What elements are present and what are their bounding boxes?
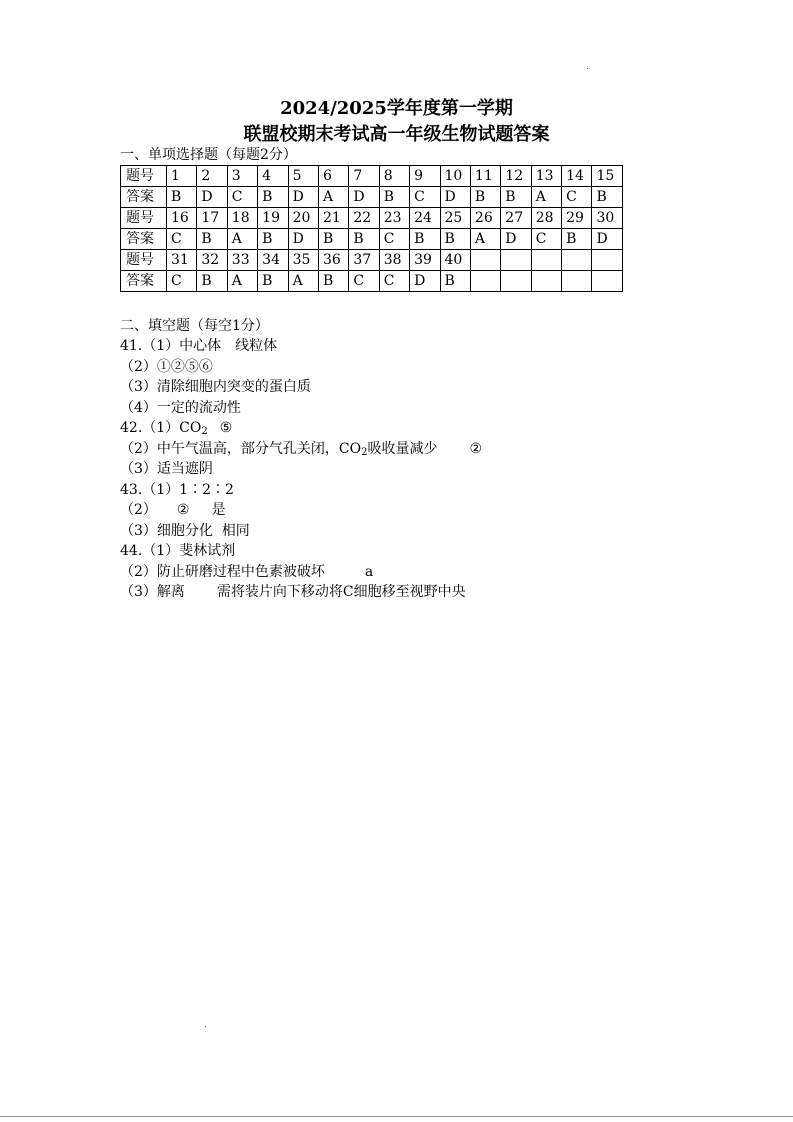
table-cell: C xyxy=(410,187,440,208)
table-cell: 17 xyxy=(197,208,227,229)
table-cell: B xyxy=(197,271,227,292)
table-cell: 11 xyxy=(470,166,500,187)
row-label: 题号 xyxy=(121,166,167,187)
table-cell: 39 xyxy=(410,250,440,271)
table-cell: 8 xyxy=(379,166,409,187)
q43-l2-answer: 是 xyxy=(211,502,226,518)
table-cell: D xyxy=(349,187,379,208)
table-cell: 15 xyxy=(592,166,623,187)
q43-line-1: 43.（1）1∶2∶2 xyxy=(120,481,234,498)
table-cell: 27 xyxy=(501,208,531,229)
table-cell: 22 xyxy=(349,208,379,229)
table-cell: 4 xyxy=(258,166,288,187)
table-cell: 36 xyxy=(318,250,348,271)
q41-line-1: 41.（1）中心体 线粒体 xyxy=(120,338,278,354)
q42-l2-marker: ② xyxy=(469,440,483,457)
table-cell: D xyxy=(288,229,318,250)
table-cell: 28 xyxy=(531,208,561,229)
table-cell: B xyxy=(318,229,348,250)
table-cell: 21 xyxy=(318,208,348,229)
table-cell: B xyxy=(318,271,348,292)
row-label: 答案 xyxy=(121,229,167,250)
table-cell: A xyxy=(227,229,257,250)
q42-l2-text: （2）中午气温高，部分气孔关闭，CO xyxy=(120,440,362,457)
q41-line-4: （4）一定的流动性 xyxy=(120,399,241,416)
table-cell: 1 xyxy=(167,166,197,187)
table-cell: 31 xyxy=(167,250,197,271)
q42-l2-text-b: 吸收量减少 xyxy=(367,440,438,457)
table-cell: B xyxy=(562,229,592,250)
table-cell: B xyxy=(258,271,288,292)
table-cell: 34 xyxy=(258,250,288,271)
table-cell: 13 xyxy=(531,166,561,187)
q42-line-2 xyxy=(120,439,482,460)
table-row xyxy=(121,271,623,292)
table-cell: B xyxy=(258,229,288,250)
table-cell: 3 xyxy=(227,166,257,187)
q43-line-2 xyxy=(120,500,482,521)
table-cell: B xyxy=(258,187,288,208)
q42-l1-marker: ⑤ xyxy=(219,420,233,436)
table-cell: 30 xyxy=(592,208,623,229)
q42-line-3: （3）适当遮阴 xyxy=(120,461,213,477)
table-cell: C xyxy=(227,187,257,208)
table-cell: 12 xyxy=(501,166,531,187)
row-label: 答案 xyxy=(121,271,167,292)
table-cell: 10 xyxy=(440,166,470,187)
table-row xyxy=(121,187,623,208)
table-cell xyxy=(470,271,500,292)
q44-l3-text: （3）解离 xyxy=(120,584,185,600)
row-label: 题号 xyxy=(121,208,167,229)
table-cell: B xyxy=(440,271,470,292)
table-cell: B xyxy=(197,229,227,250)
table-cell: D xyxy=(197,187,227,208)
q43-l2-label: （2） xyxy=(120,502,157,518)
table-cell: 9 xyxy=(410,166,440,187)
q42-l1-text: 42.（1）CO xyxy=(120,420,202,436)
q43-line-3: （3）细胞分化 相同 xyxy=(120,522,250,539)
q44-l3-answer: 需将装片向下移动将C细胞移至视野中央 xyxy=(216,584,466,600)
table-row xyxy=(121,250,623,271)
table-cell: 5 xyxy=(288,166,318,187)
table-row xyxy=(121,166,623,187)
table-row xyxy=(121,208,623,229)
table-cell: 14 xyxy=(562,166,592,187)
table-cell: C xyxy=(167,271,197,292)
title-line-1: 2024/2025学年度第一学期 xyxy=(280,98,513,119)
table-cell: 29 xyxy=(562,208,592,229)
scan-speck xyxy=(205,1026,206,1027)
table-cell: 16 xyxy=(167,208,197,229)
table-row xyxy=(121,229,623,250)
table-cell: D xyxy=(501,229,531,250)
table-cell: A xyxy=(288,271,318,292)
table-cell: C xyxy=(379,271,409,292)
title-line-2: 联盟校期末考试高一年级生物试题答案 xyxy=(243,124,550,145)
table-cell: B xyxy=(379,187,409,208)
table-cell: A xyxy=(318,187,348,208)
q44-line-3 xyxy=(120,582,482,603)
table-cell: D xyxy=(440,187,470,208)
section2-heading: 二、填空题（每空1分） xyxy=(120,318,269,334)
row-label: 答案 xyxy=(121,187,167,208)
table-cell: 26 xyxy=(470,208,500,229)
table-cell xyxy=(592,250,623,271)
page-bottom-rule xyxy=(0,1116,793,1117)
table-cell xyxy=(501,250,531,271)
table-cell: B xyxy=(592,187,623,208)
table-cell xyxy=(470,250,500,271)
table-cell: B xyxy=(410,229,440,250)
scan-speck xyxy=(587,68,588,69)
table-cell: B xyxy=(501,187,531,208)
table-cell: 35 xyxy=(288,250,318,271)
q44-line-1: 44.（1）斐林试剂 xyxy=(120,543,236,559)
section1-heading: 一、单项选择题（每题2分） xyxy=(120,147,297,163)
table-cell: 7 xyxy=(349,166,379,187)
table-cell: B xyxy=(349,229,379,250)
table-cell: C xyxy=(531,229,561,250)
table-cell: 2 xyxy=(197,166,227,187)
table-cell: A xyxy=(531,187,561,208)
table-cell: 20 xyxy=(288,208,318,229)
fill-in-answers xyxy=(120,336,482,603)
table-cell: 18 xyxy=(227,208,257,229)
table-cell xyxy=(562,271,592,292)
table-cell: 40 xyxy=(440,250,470,271)
q42-l1-subscript: 2 xyxy=(201,426,208,437)
table-cell: C xyxy=(562,187,592,208)
table-cell: 38 xyxy=(379,250,409,271)
table-cell xyxy=(531,250,561,271)
table-cell: B xyxy=(167,187,197,208)
table-cell: 24 xyxy=(410,208,440,229)
q44-line-2 xyxy=(120,562,482,583)
table-cell: C xyxy=(167,229,197,250)
table-cell: C xyxy=(379,229,409,250)
table-cell: 23 xyxy=(379,208,409,229)
table-cell: 19 xyxy=(258,208,288,229)
table-cell: D xyxy=(410,271,440,292)
q44-l2-answer: a xyxy=(364,563,374,580)
table-cell: C xyxy=(349,271,379,292)
table-cell: 32 xyxy=(197,250,227,271)
q43-l2-marker: ② xyxy=(176,502,190,518)
table-cell: D xyxy=(592,229,623,250)
q41-line-2: （2）①②⑤⑥ xyxy=(120,358,213,375)
table-cell: B xyxy=(440,229,470,250)
table-cell: 33 xyxy=(227,250,257,271)
table-cell: 37 xyxy=(349,250,379,271)
table-cell: A xyxy=(227,271,257,292)
table-cell: B xyxy=(470,187,500,208)
table-cell xyxy=(562,250,592,271)
q44-l2-text: （2）防止研磨过程中色素被破坏 xyxy=(120,563,325,580)
q41-line-3: （3）清除细胞内突变的蛋白质 xyxy=(120,379,311,395)
answer-table xyxy=(120,165,623,292)
table-cell xyxy=(592,271,623,292)
row-label: 题号 xyxy=(121,250,167,271)
table-cell: 25 xyxy=(440,208,470,229)
table-cell xyxy=(531,271,561,292)
table-cell: D xyxy=(288,187,318,208)
table-cell xyxy=(501,271,531,292)
q42-l2-subscript: 2 xyxy=(361,446,368,458)
table-cell: A xyxy=(470,229,500,250)
table-cell: 6 xyxy=(318,166,348,187)
q42-line-1 xyxy=(120,418,482,439)
